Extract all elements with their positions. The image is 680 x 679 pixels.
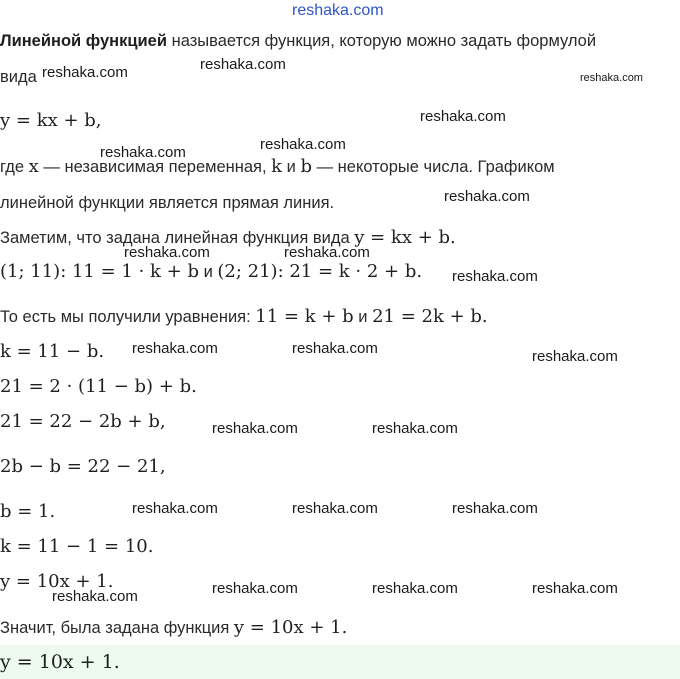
step-5: b = 1. xyxy=(0,501,56,522)
watermark: reshaka.com xyxy=(532,580,618,597)
watermark-top: reshaka.com xyxy=(292,2,384,19)
where-line xyxy=(0,156,555,178)
where-text-a: где xyxy=(0,158,29,176)
note-math: y = kx + b. xyxy=(354,227,456,248)
watermark: reshaka.com xyxy=(42,64,128,81)
watermark: reshaka.com xyxy=(100,144,186,161)
step-7: y = 10x + 1. xyxy=(0,571,114,592)
watermark: reshaka.com xyxy=(372,580,458,597)
where-k: k xyxy=(271,156,283,177)
where-and: и xyxy=(282,158,301,176)
watermark: reshaka.com xyxy=(260,136,346,153)
equations-text: То есть мы получили уравнения: xyxy=(0,308,256,326)
step-1: k = 11 − b. xyxy=(0,341,105,362)
step-4: 2b − b = 22 − 21, xyxy=(0,456,166,477)
points-and: и xyxy=(198,263,218,281)
watermark: reshaka.com xyxy=(292,340,378,357)
conclusion-line xyxy=(0,617,347,639)
point-1-equation: (1; 11): 11 = 1 · k + b xyxy=(0,261,199,282)
watermark: reshaka.com xyxy=(212,420,298,437)
watermark: reshaka.com xyxy=(292,500,378,517)
point-2-equation: (2; 21): 21 = k · 2 + b. xyxy=(217,261,423,282)
where-x: x xyxy=(28,156,39,177)
where-line-2: линейной функции является прямая линия. xyxy=(0,194,335,212)
watermark: reshaka.com xyxy=(452,268,538,285)
equations-and: и xyxy=(353,308,373,326)
equation-1: 11 = k + b xyxy=(255,306,354,327)
where-text-c: — некоторые числа. Графиком xyxy=(312,158,555,176)
formula-kx-b: y = kx + b, xyxy=(0,110,102,131)
watermark: reshaka.com xyxy=(452,500,538,517)
watermark: reshaka.com xyxy=(52,588,138,605)
watermark: reshaka.com xyxy=(200,56,286,73)
step-6: k = 11 − 1 = 10. xyxy=(0,536,154,557)
step-3: 21 = 22 − 2b + b, xyxy=(0,411,166,432)
points-line xyxy=(0,261,422,283)
definition-term: Линейной функцией xyxy=(0,32,168,50)
note-text: Заметим, что задана линейная функция вида xyxy=(0,229,355,247)
where-b: b xyxy=(300,156,312,177)
note-line xyxy=(0,227,456,249)
watermark: reshaka.com xyxy=(372,420,458,437)
step-2: 21 = 2 · (11 − b) + b. xyxy=(0,376,197,397)
conclusion-text: Значит, была задана функция xyxy=(0,619,234,637)
watermark: reshaka.com xyxy=(532,348,618,365)
watermark: reshaka.com xyxy=(420,108,506,125)
definition-line xyxy=(0,30,596,52)
watermark: reshaka.com xyxy=(212,580,298,597)
watermark: reshaka.com xyxy=(580,72,643,84)
watermark: reshaka.com xyxy=(444,188,530,205)
watermark: reshaka.com xyxy=(132,340,218,357)
equation-2: 21 = 2k + b. xyxy=(372,306,488,327)
watermark: reshaka.com xyxy=(124,244,210,261)
where-text-b: — независимая переменная, xyxy=(38,158,272,176)
equations-line xyxy=(0,306,488,328)
definition-vida: вида xyxy=(0,68,37,86)
conclusion-math: y = 10x + 1. xyxy=(233,617,348,638)
definition-rest: называется функция, которую можно задать формулой xyxy=(167,32,597,50)
answer: y = 10x + 1. xyxy=(0,651,120,673)
watermark: reshaka.com xyxy=(132,500,218,517)
watermark: reshaka.com xyxy=(284,244,370,261)
